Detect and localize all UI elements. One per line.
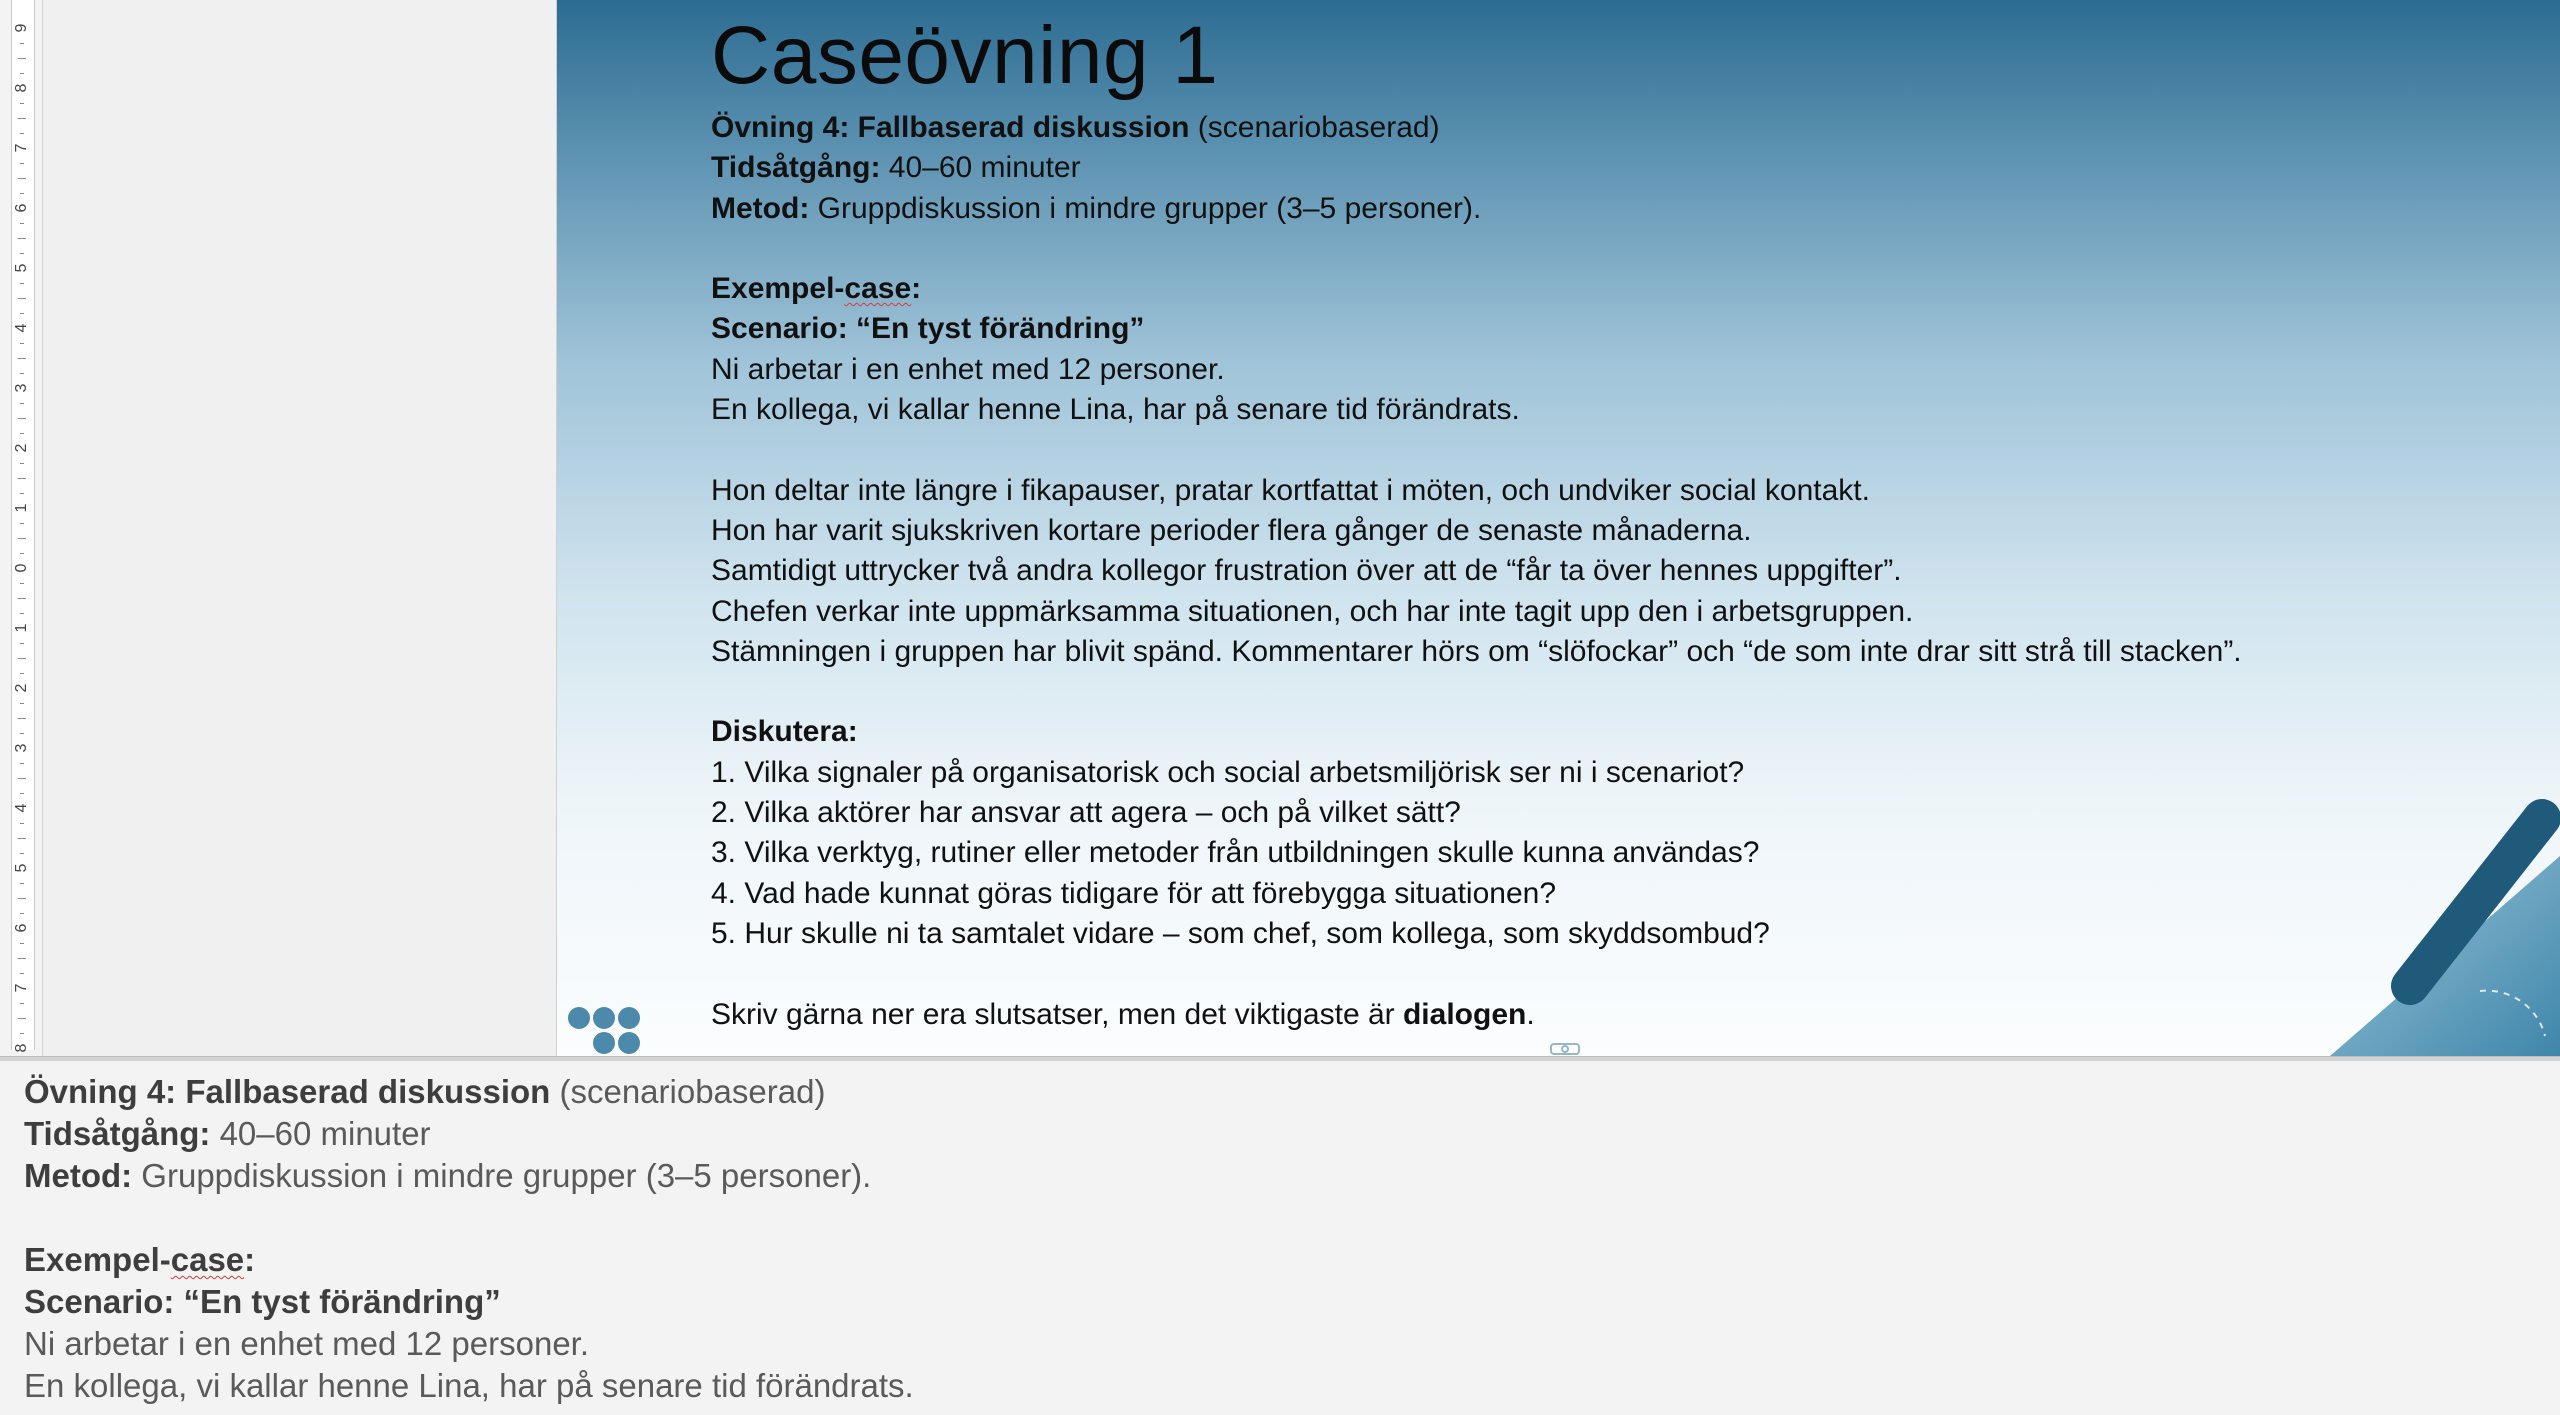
scenario-paragraph-line: Chefen verkar inte uppmärksamma situationen, och har inte tagit upp den i arbetsgruppen.: [711, 594, 1914, 628]
ruler-tick: [20, 433, 24, 434]
ruler-label: 4: [13, 803, 30, 813]
discussion-question: 2. Vilka aktörer har ansvar att agera – och på vilket sätt?: [711, 796, 1461, 830]
ruler-tick: [20, 493, 24, 494]
closing-line: Skriv gärna ner era slutsatser, men det viktigaste är dialogen.: [711, 997, 1535, 1031]
ruler-tick: [20, 913, 24, 914]
ruler-tick: [18, 58, 26, 59]
scenario-heading: Scenario: “En tyst förändring”: [711, 312, 1145, 346]
ruler-tick: [18, 538, 26, 539]
slide-title[interactable]: Caseövning 1: [711, 10, 1219, 101]
ruler-label: 6: [13, 923, 30, 933]
notes-exercise-line: Övning 4: Fallbaserad diskussion (scenariobaserad): [24, 1073, 826, 1110]
notes-time-line: Tidsåtgång: 40–60 minuter: [24, 1115, 431, 1152]
ruler-tick: [20, 853, 24, 854]
ruler-tick: [20, 283, 24, 284]
ruler-tick: [20, 343, 24, 344]
ruler-label: 8: [13, 83, 30, 93]
ruler-label: 7: [13, 983, 30, 993]
ruler-tick: [20, 373, 24, 374]
ruler-tick: [20, 763, 24, 764]
ruler-label: 3: [13, 383, 30, 393]
vertical-ruler: [0, 0, 43, 1058]
ruler-label: 4: [13, 323, 30, 333]
ruler-tick: [18, 238, 26, 239]
example-case-heading: Exempel-case:: [711, 272, 922, 306]
ruler-label: 5: [13, 263, 30, 273]
discuss-heading: Diskutera:: [711, 715, 858, 749]
speaker-notes-text[interactable]: [24, 1071, 914, 1407]
scenario-paragraph-line: Hon har varit sjukskriven kortare perioder flera gånger de senaste månaderna.: [711, 513, 1752, 547]
ruler-tick: [20, 313, 24, 314]
ruler-label: 5: [13, 863, 30, 873]
ruler-tick: [20, 133, 24, 134]
notes-intro-1: Ni arbetar i en enhet med 12 personer.: [24, 1325, 590, 1362]
ruler-tick: [20, 253, 24, 254]
spellcheck-word: case: [844, 272, 912, 306]
ruler-tick: [20, 673, 24, 674]
ruler-tick: [20, 103, 24, 104]
ruler-tick: [20, 733, 24, 734]
ruler-label: 7: [13, 143, 30, 153]
ruler-tick: [20, 973, 24, 974]
ruler-tick: [18, 658, 26, 659]
ruler-tick: [20, 1003, 24, 1004]
scenario-intro-2: En kollega, vi kallar henne Lina, har på senare tid förändrats.: [711, 393, 1520, 427]
method-line: [711, 189, 2242, 229]
time-line: [711, 148, 2242, 188]
ruler-tick: [20, 883, 24, 884]
ruler-tick: [18, 178, 26, 179]
discussion-question: 4. Vad hade kunnat göras tidigare för att förebygga situationen?: [711, 876, 1557, 910]
ruler-tick: [20, 403, 24, 404]
exercise-line: [711, 108, 2242, 148]
ruler-tick: [20, 553, 24, 554]
ruler-tick: [20, 643, 24, 644]
scenario-paragraph-line: Hon deltar inte längre i fikapauser, pratar kortfattat i möten, och undviker social kontakt.: [711, 473, 1870, 507]
scenario-intro-1: Ni arbetar i en enhet med 12 personer.: [711, 352, 1225, 386]
ruler-tick: [18, 298, 26, 299]
ruler-label: 1: [13, 623, 30, 633]
ruler-strip: [11, 0, 35, 1050]
ruler-tick: [20, 163, 24, 164]
notes-intro-2: En kollega, vi kallar henne Lina, har på senare tid förändrats.: [24, 1367, 914, 1404]
ruler-tick: [20, 583, 24, 584]
ruler-tick: [18, 418, 26, 419]
notes-method-line: Metod: Gruppdiskussion i mindre grupper (3–5 personer).: [24, 1157, 872, 1194]
camera-icon: [1547, 1038, 1583, 1056]
ruler-tick: [18, 598, 26, 599]
ruler-tick: [18, 1018, 26, 1019]
slide-canvas[interactable]: [557, 0, 2560, 1056]
ruler-tick: [18, 958, 26, 959]
exercise-label: Övning 4: Fallbaserad diskussion: [711, 111, 1190, 144]
ruler-tick: [20, 823, 24, 824]
ruler-tick: [18, 478, 26, 479]
ruler-label: 6: [13, 203, 30, 213]
slide-body-textbox[interactable]: [711, 108, 2242, 1035]
discussion-question: 3. Vilka verktyg, rutiner eller metoder från utbildningen skulle kunna användas?: [711, 836, 1760, 870]
ruler-label: 9: [13, 23, 30, 33]
ruler-tick: [20, 523, 24, 524]
slide-workspace-left: [43, 0, 557, 1058]
ruler-tick: [20, 43, 24, 44]
spellcheck-word: case: [170, 1241, 245, 1278]
dots-decoration-icon: [567, 1004, 647, 1054]
method-label: Metod:: [711, 191, 810, 225]
notes-example-case-heading: Exempel-case:: [24, 1241, 256, 1278]
corner-decoration-icon: [2330, 796, 2560, 1056]
ruler-label: 1: [13, 503, 30, 513]
ruler-tick: [20, 943, 24, 944]
ruler-tick: [20, 193, 24, 194]
ruler-tick: [20, 223, 24, 224]
speaker-notes-pane[interactable]: [0, 1061, 2560, 1415]
ruler-tick: [18, 838, 26, 839]
exercise-type: (scenariobaserad): [1189, 111, 1440, 144]
ruler-tick: [20, 613, 24, 614]
notes-scenario-heading: Scenario: “En tyst förändring”: [24, 1283, 501, 1320]
ruler-label: 3: [13, 743, 30, 753]
ruler-label: 2: [13, 683, 30, 693]
ruler-label: 2: [13, 443, 30, 453]
ruler-tick: [20, 73, 24, 74]
ruler-tick: [20, 1033, 24, 1034]
discussion-question: 5. Hur skulle ni ta samtalet vidare – som chef, som kollega, som skyddsombud?: [711, 916, 1770, 950]
ruler-tick: [18, 778, 26, 779]
scenario-paragraph-line: Stämningen i gruppen har blivit spänd. Kommentarer hörs om “slöfockar” och “de som inte drar sitt strå till stacken”.: [711, 634, 2242, 668]
ruler-tick: [20, 703, 24, 704]
ruler-tick: [20, 793, 24, 794]
scenario-paragraph-line: Samtidigt uttrycker två andra kollegor frustration över att de “får ta över hennes uppgifter”.: [711, 554, 1902, 588]
time-label: Tidsåtgång:: [711, 151, 881, 185]
ruler-tick: [20, 463, 24, 464]
discussion-question: 1. Vilka signaler på organisatorisk och social arbetsmiljörisk ser ni i scenariot?: [711, 755, 1745, 789]
ruler-tick: [18, 718, 26, 719]
time-value: 40–60 minuter: [880, 151, 1081, 185]
method-value: Gruppdiskussion i mindre grupper (3–5 personer).: [809, 191, 1482, 225]
ruler-tick: [18, 358, 26, 359]
ruler-tick: [18, 898, 26, 899]
ruler-label: 8: [13, 1043, 30, 1053]
ruler-tick: [18, 118, 26, 119]
closing-emphasis: dialogen: [1402, 997, 1527, 1031]
ruler-label: 0: [13, 563, 30, 573]
